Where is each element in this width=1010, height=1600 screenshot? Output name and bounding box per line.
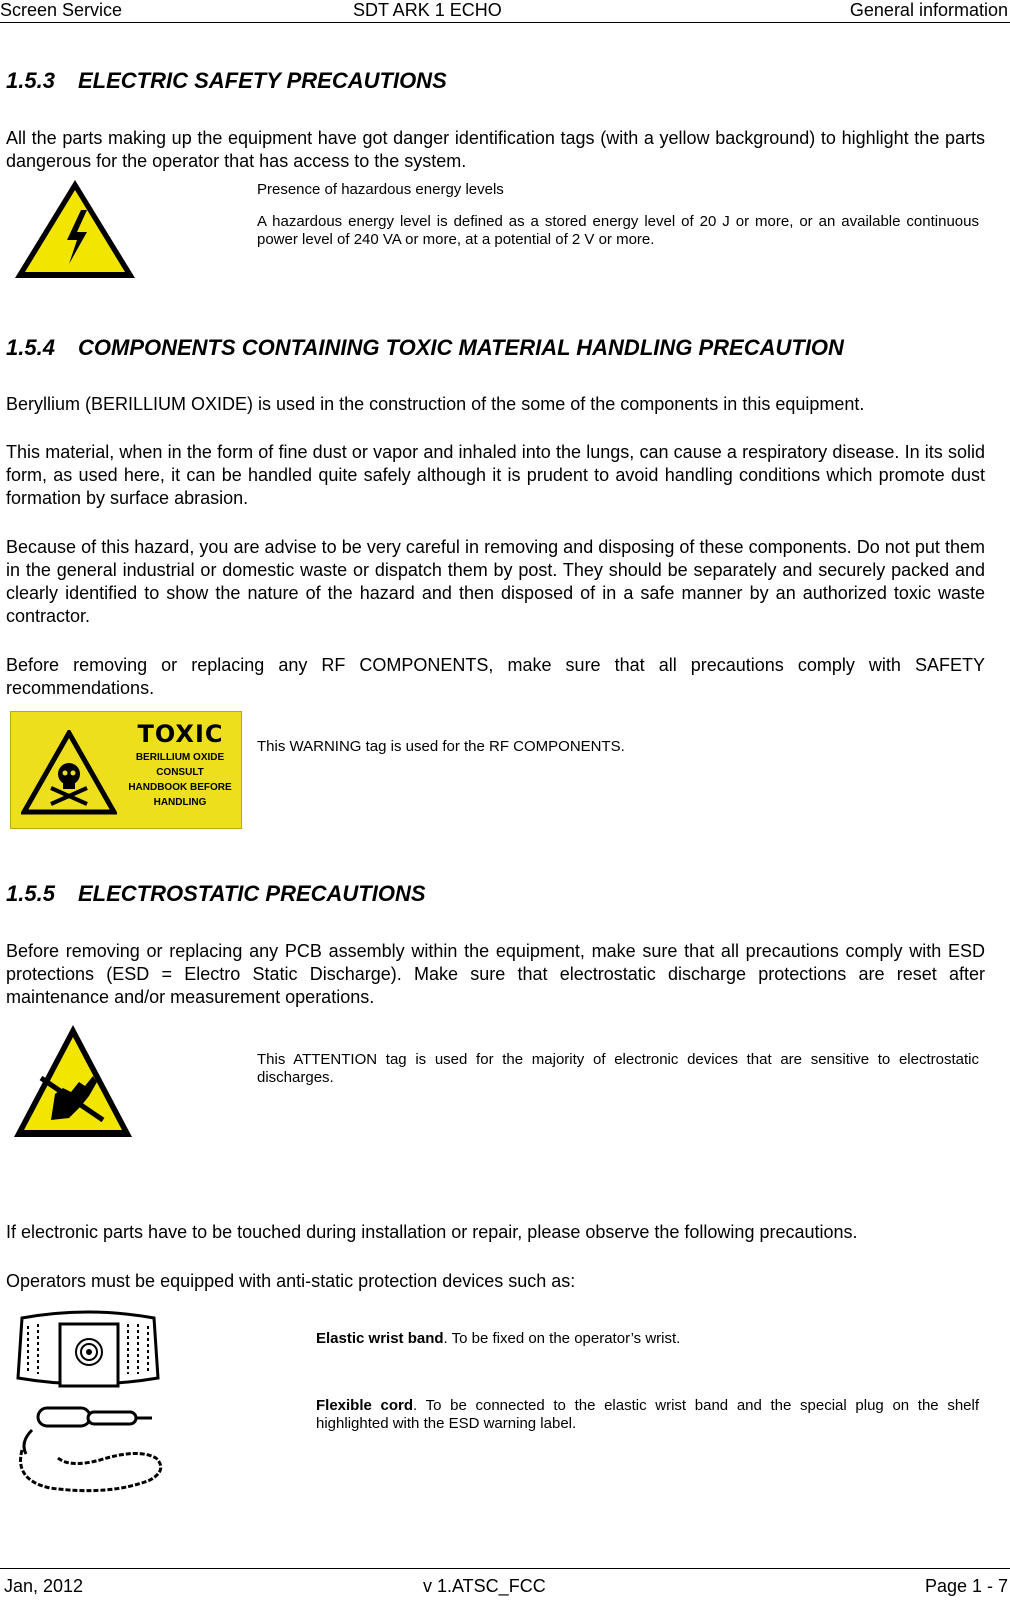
header-right: General information — [849, 0, 1008, 20]
section-154-paragraph-4: Before removing or replacing any RF COMPONENTS, make sure that all precautions comply with SAFETY recommendations. — [6, 655, 985, 698]
flexible-cord-text: . To be connected to the elastic wrist band and the special plug on the shelf highlighted with the ESD warning label. — [316, 1397, 980, 1432]
header-left: Screen Service — [0, 0, 123, 20]
wrist-band-icon — [12, 1304, 164, 1392]
toxic-label-line-3: HANDBOOK BEFORE — [128, 782, 232, 793]
flexible-cord-icon — [10, 1400, 170, 1496]
esd-tag-description: This ATTENTION tag is used for the majority of electronic devices that are sensitive to electrostatic discharges. — [257, 1051, 979, 1086]
toxic-label-text — [119, 750, 241, 810]
section-155-heading — [6, 881, 426, 907]
section-155-paragraph-3: Operators must be equipped with anti-static protection devices such as: — [6, 1271, 576, 1291]
toxic-warning-label — [10, 711, 242, 829]
section-155-paragraph-1: Before removing or replacing any PCB assembly within the equipment, make sure that all precautions comply with ESD protections (ESD = Electro Static Discharge). Make sure that electrostatic discharge protections are reset after maintenance and/or measurement operations. — [6, 941, 985, 1007]
skull-crossbones-icon — [21, 730, 117, 816]
section-154-paragraph-2: This material, when in the form of fine dust or vapor and inhaled into the lungs, can cause a respiratory disease. In its solid form, as used here, it can be handled quite safely although it is prudent to avoid handling conditions which promote dust formation by surface abrasion. — [6, 442, 985, 508]
section-153-intro: All the parts making up the equipment have got danger identification tags (with a yellow background) to highlight the parts dangerous for the operator that has access to the system. — [6, 128, 985, 171]
esd-warning-icon — [11, 1022, 135, 1140]
flexible-cord-term: Flexible cord — [316, 1397, 414, 1414]
section-title: ELECTRIC SAFETY PRECAUTIONS — [78, 68, 447, 93]
footer-center: v 1.ATSC_FCC — [423, 1576, 546, 1596]
section-title: ELECTROSTATIC PRECAUTIONS — [78, 881, 426, 906]
toxic-label-line-2: CONSULT — [156, 767, 204, 778]
section-number: 1.5.4 — [6, 335, 55, 360]
page-header — [0, 0, 1010, 23]
section-number: 1.5.5 — [6, 881, 55, 906]
footer-right: Page 1 - 7 — [924, 1576, 1008, 1596]
section-155-paragraph-2: If electronic parts have to be touched during installation or repair, please observe the following precautions. — [6, 1222, 858, 1242]
wrist-band-text: . To be fixed on the operator’s wrist. — [443, 1330, 681, 1347]
wrist-band-description — [316, 1330, 979, 1348]
page-footer — [0, 1568, 1010, 1596]
section-title: COMPONENTS CONTAINING TOXIC MATERIAL HANDLING PRECAUTION — [78, 335, 844, 360]
toxic-tag-description: This WARNING tag is used for the RF COMPONENTS. — [257, 738, 625, 755]
section-number: 1.5.3 — [6, 68, 55, 93]
section-153-heading — [6, 68, 447, 94]
toxic-label-line-4: HANDLING — [153, 797, 207, 808]
header-center: SDT ARK 1 ECHO — [353, 0, 502, 20]
section-154-heading — [6, 335, 844, 361]
toxic-label-title: TOXIC — [137, 720, 224, 748]
hazardous-energy-description: A hazardous energy level is defined as a stored energy level of 20 J or more, or an available continuous power level of 240 VA or more, at a potential of 2 V or more. — [257, 213, 979, 248]
wrist-band-term: Elastic wrist band — [316, 1330, 444, 1347]
flexible-cord-description — [316, 1397, 979, 1433]
toxic-label-line-1: BERILLIUM OXIDE — [135, 752, 225, 763]
section-154-paragraph-3: Because of this hazard, you are advise to be very careful in removing and disposing of these components. Do not put them in the general industrial or domestic waste or dispatch them by post. They should be separately and securely packed and clearly identified to show the nature of the hazard and then disposed of in a safe manner by an authorized toxic waste contractor. — [6, 537, 985, 626]
high-voltage-warning-icon — [11, 176, 139, 282]
footer-left: Jan, 2012 — [4, 1576, 84, 1596]
hazardous-energy-title: Presence of hazardous energy levels — [257, 181, 504, 198]
section-154-paragraph-1: Beryllium (BERILLIUM OXIDE) is used in the construction of the some of the components in this equipment. — [6, 394, 865, 414]
